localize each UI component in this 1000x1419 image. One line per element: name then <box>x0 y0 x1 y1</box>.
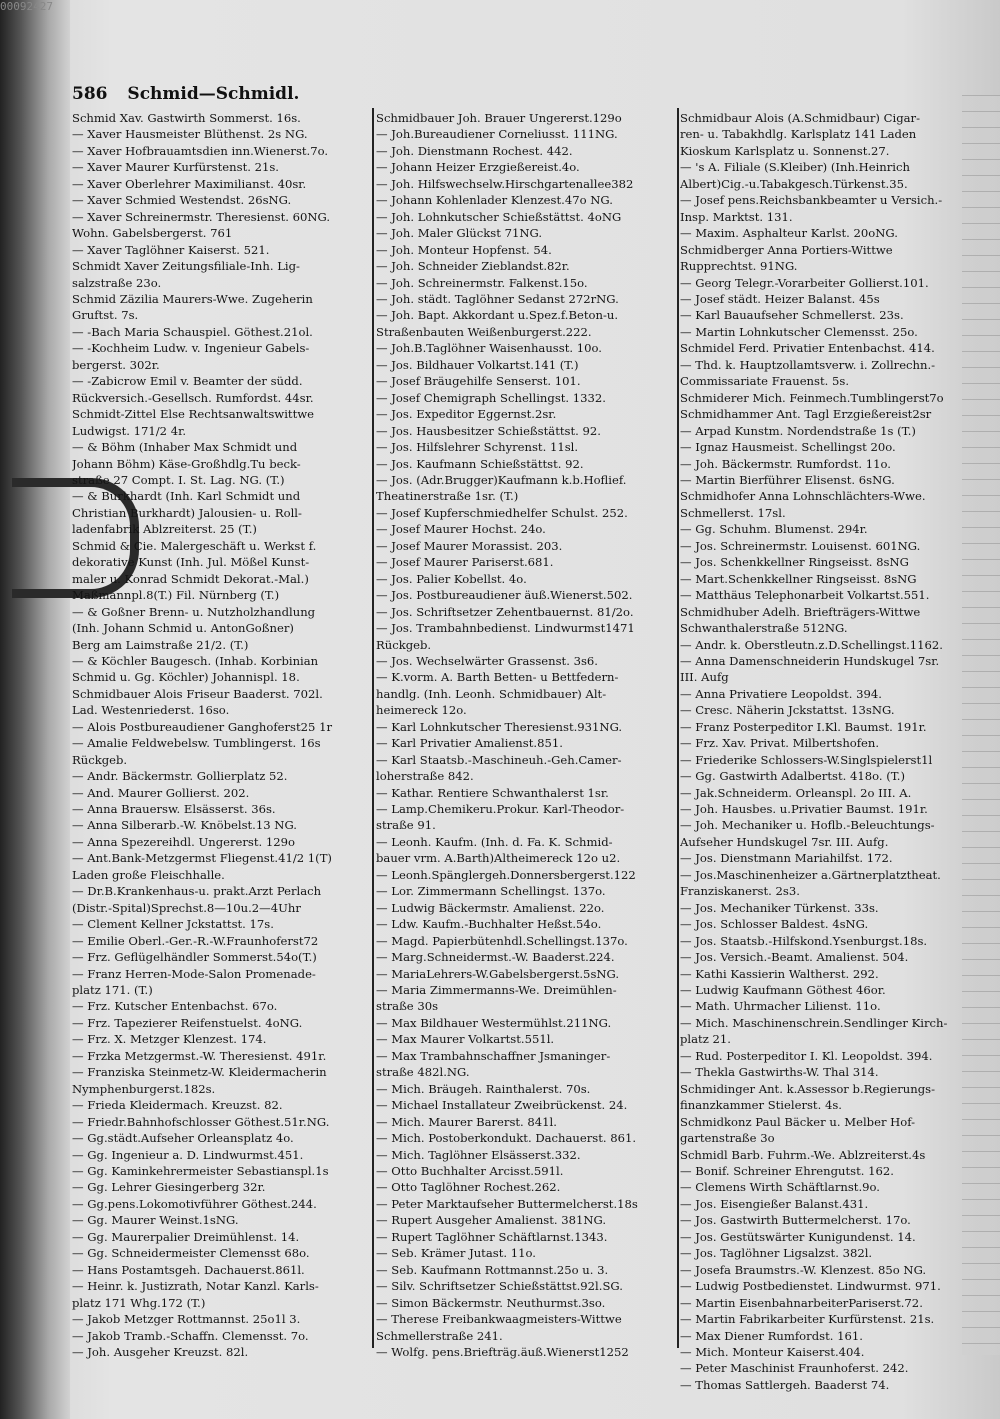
directory-entry-line: — Georg Telegr.-Vorarbeiter Gollierst.101. <box>680 275 929 290</box>
directory-entry-line: — Anna Silberarb.-W. Knöbelst.13 NG. <box>72 818 297 833</box>
directory-entry-line: Ludwigst. 171/2 4r. <box>72 423 187 438</box>
directory-entry-line: — Thomas Sattlergeh. Baaderst 74. <box>680 1377 890 1392</box>
directory-entry-line: — Josef Maurer Pariserst.681. <box>376 555 554 570</box>
directory-entry-line: — Jos. Schreinermstr. Louisenst. 601NG. <box>680 538 921 553</box>
directory-entry-line: Schmidl Barb. Fuhrm.-We. Ablzreiterst.4s <box>680 1147 926 1162</box>
directory-column-1 <box>72 110 370 1360</box>
directory-entry-line: — Josef Maurer Morassist. 203. <box>376 538 563 553</box>
directory-entry-line: — Rupert Ausgeher Amalienst. 381NG. <box>376 1213 607 1228</box>
directory-entry-line: — Joh.B.Taglöhner Waisenhausst. 10o. <box>376 341 602 356</box>
page-number: 586 <box>72 84 108 104</box>
directory-entry-line: — Franz Herren-Mode-Salon Promenade- <box>72 966 316 981</box>
directory-entry-line: — Amalie Feldwebelsw. Tumblingerst. 16s <box>72 736 321 751</box>
directory-entry-line: — Matthäus Telephonarbeit Volkartst.551. <box>680 588 930 603</box>
directory-entry-line: — & Köchler Baugesch. (Inhab. Korbinian <box>72 653 319 668</box>
directory-entry-line: — 's A. Filiale (S.Kleiber) (Inh.Heinrich <box>680 160 910 175</box>
directory-entry-line: bergerst. 302r. <box>72 357 160 372</box>
directory-entry-line: bauer vrm. A.Barth)Altheimereck 12o u2. <box>376 851 621 866</box>
running-head: Schmid—Schmidl. <box>127 84 300 104</box>
directory-entry-line: — Jos. Dienstmann Mariahilfst. 172. <box>680 851 893 866</box>
directory-entry-line: salzstraße 23o. <box>72 275 162 290</box>
directory-entry-line: — Jos.Maschinenheizer a.Gärtnerplatztheat. <box>680 867 941 882</box>
directory-entry-line: — Frz. Tapezierer Reifenstuelst. 4oNG. <box>72 1015 303 1030</box>
directory-entry-line: — Jos. Taglöhner Ligsalzst. 382l. <box>680 1246 873 1261</box>
directory-entry-line: — Seb. Kaufmann Rottmannst.25o u. 3. <box>376 1262 609 1277</box>
directory-entry-line: Albert)Cig.-u.Tabakgesch.Türkenst.35. <box>680 176 908 191</box>
directory-entry-line: — Thd. k. Hauptzollamtsverw. i. Zollrechn.- <box>680 357 936 372</box>
directory-column-3 <box>680 110 962 1393</box>
directory-entry-line: — Simon Bäckermstr. Neuthurmst.3so. <box>376 1295 606 1310</box>
directory-entry-line: — Ludwig Bäckermstr. Amalienst. 22o. <box>376 900 605 915</box>
directory-entry-line: — Xaver Schreinermstr. Theresienst. 60NG. <box>72 209 331 224</box>
directory-entry-line: — Max Trambahnschaffner Jsmaninger- <box>376 1048 611 1063</box>
directory-entry-line: — Jos. Schenkkellner Ringseisst. 8sNG <box>680 555 909 570</box>
directory-entry-line: handlg. (Inh. Leonh. Schmidbauer) Alt- <box>376 686 607 701</box>
directory-entry-line: — Ignaz Hausmeist. Schellingst 20o. <box>680 440 896 455</box>
directory-entry-line: — Rupert Taglöhner Schäftlarnst.1343. <box>376 1229 608 1244</box>
directory-entry-line: platz 171. (T.) <box>72 983 153 998</box>
directory-entry-line: — Jos. Bildhauer Volkartst.141 (T.) <box>376 357 579 372</box>
directory-entry-line: — Jos. (Adr.Brugger)Kaufmann k.b.Hoflief. <box>376 472 627 487</box>
directory-entry-line: — Frz. Xav. Privat. Milbertshofen. <box>680 736 880 751</box>
directory-entry-line: Kioskum Karlsplatz u. Sonnenst.27. <box>680 143 890 158</box>
directory-entry-line: — Jos. Kaufmann Schießstättst. 92. <box>376 456 584 471</box>
directory-entry-line: — Xaver Schmied Westendst. 26sNG. <box>72 193 292 208</box>
directory-entry-line: — Frz. X. Metzger Klenzest. 174. <box>72 1032 267 1047</box>
directory-entry-line: — Joh.Bureaudiener Corneliusst. 111NG. <box>376 127 618 142</box>
directory-entry-line: — Josef Bräugehilfe Senserst. 101. <box>376 374 581 389</box>
directory-entry-line: — Martin Bierführer Elisenst. 6sNG. <box>680 472 895 487</box>
directory-entry-line: — Heinr. k. Justizrath, Notar Kanzl. Karls- <box>72 1279 319 1294</box>
directory-entry-line: — Joh. Lohnkutscher Schießstättst. 4oNG <box>376 209 622 224</box>
directory-entry-line: Schmidbauer Joh. Brauer Ungererst.129o <box>376 111 622 125</box>
directory-entry-line: — Josef städt. Heizer Balanst. 45s <box>680 291 880 306</box>
directory-entry-line: — Joh. städt. Taglöhner Sedanst 272rNG. <box>376 291 619 306</box>
directory-entry-line: Rückgeb. <box>72 752 128 767</box>
directory-entry-line: maler u. Konrad Schmidt Dekorat.-Mal.) <box>72 571 309 586</box>
directory-entry-line: — Friederike Schlossers-W.Singlspielerst1l <box>680 752 933 767</box>
directory-entry-line: — Magd. Papierbütenhdl.Schellingst.137o. <box>376 933 628 948</box>
directory-entry-line: Schmidt-Zittel Else Rechtsanwaltswittwe <box>72 407 315 422</box>
directory-entry-line: — Joh. Schneider Zieblandst.82r. <box>376 259 570 274</box>
directory-entry-line: (Distr.-Spital)Sprechst.8—10u.2—4Uhr <box>72 900 301 915</box>
directory-entry-line: — Emilie Oberl.-Ger.-R.-W.Fraunhoferst72 <box>72 933 319 948</box>
directory-entry-line: — Josef pens.Reichsbankbeamter u Versich.- <box>680 193 943 208</box>
directory-entry-line: — Anna Brauersw. Elsässerst. 36s. <box>72 802 276 817</box>
directory-entry-line: — Andr. Bäckermstr. Gollierplatz 52. <box>72 769 288 784</box>
directory-entry-line: heimereck 12o. <box>376 703 467 718</box>
directory-entry-line: straße 27 Compt. I. St. Lag. NG. (T.) <box>72 472 285 487</box>
directory-entry-line: Straßenbauten Weißenburgerst.222. <box>376 324 592 339</box>
directory-entry-line: — Anna Privatiere Leopoldst. 394. <box>680 686 882 701</box>
directory-entry-line: — Gg.städt.Aufseher Orleansplatz 4o. <box>72 1131 294 1146</box>
directory-entry-line: — Leonh. Kaufm. (Inh. d. Fa. K. Schmid- <box>376 834 613 849</box>
directory-entry-line: — Gg. Ingenieur a. D. Lindwurmst.451. <box>72 1147 304 1162</box>
directory-entry-line: straße 482l.NG. <box>376 1065 470 1080</box>
directory-entry-line: ladenfabrik Ablzreiterst. 25 (T.) <box>72 522 257 537</box>
directory-entry-line: — Jos. Postbureaudiener äuß.Wienerst.502. <box>376 588 633 603</box>
directory-entry-line: — Xaver Taglöhner Kaiserst. 521. <box>72 242 270 257</box>
directory-entry-line: — Jos. Staatsb.-Hilfskond.Ysenburgst.18s. <box>680 933 928 948</box>
directory-entry-line: — Kathar. Rentiere Schwanthalerst 1sr. <box>376 785 609 800</box>
directory-entry-line: — Bonif. Schreiner Ehrengutst. 162. <box>680 1164 894 1178</box>
directory-entry-line: — Mich. Bräugeh. Rainthalerst. 70s. <box>376 1081 591 1096</box>
directory-entry-line: — Jos. Trambahnbedienst. Lindwurmst1471 <box>376 621 635 636</box>
directory-entry-line: — Seb. Krämer Jutast. 11o. <box>376 1246 536 1261</box>
directory-entry-line: Insp. Marktst. 131. <box>680 209 793 224</box>
directory-entry-line: — Josef Maurer Hochst. 24o. <box>376 522 546 537</box>
directory-entry-line: platz 171 Whg.172 (T.) <box>72 1295 206 1310</box>
directory-entry-line: Schmidel Ferd. Privatier Entenbachst. 414. <box>680 341 935 356</box>
directory-entry-line: — Lamp.Chemikeru.Prokur. Karl-Theodor- <box>376 802 625 817</box>
directory-entry-line: dekorative Kunst (Inh. Jul. Mößel Kunst- <box>72 555 310 570</box>
directory-entry-line: — -Bach Maria Schauspiel. Göthest.21ol. <box>72 324 313 339</box>
directory-entry-line: — Clement Kellner Jckstattst. 17s. <box>72 917 274 932</box>
directory-entry-line: — Mich. Maurer Barerst. 841l. <box>376 1114 557 1129</box>
directory-entry-line: — Karl Bauaufseher Schmellerst. 23s. <box>680 308 904 323</box>
directory-entry-line: — Xaver Hausmeister Blüthenst. 2s NG. <box>72 127 308 142</box>
directory-entry-line: — Gg. Kaminkehrermeister Sebastianspl.1s <box>72 1164 329 1178</box>
directory-column-2 <box>376 110 676 1360</box>
directory-entry-line: — Max Diener Rumfordst. 161. <box>680 1328 863 1343</box>
directory-entry-line: — Maria Zimmermanns-We. Dreimühlen- <box>376 983 617 998</box>
directory-entry-line: — Xaver Maurer Kurfürstenst. 21s. <box>72 160 279 175</box>
directory-entry-line: — Max Bildhauer Westermühlst.211NG. <box>376 1015 612 1030</box>
column-rule <box>677 108 679 1348</box>
directory-entry-line: — & Goßner Brenn- u. Nutzholzhandlung <box>72 604 316 619</box>
directory-entry-line: platz 21. <box>680 1032 731 1047</box>
directory-entry-line: — Anna Spezereihdl. Ungererst. 129o <box>72 834 296 849</box>
directory-entry-line: — Frz. Geflügelhändler Sommerst.54o(T.) <box>72 950 317 965</box>
directory-entry-line: — Joh. Bapt. Akkordant u.Spez.f.Beton-u. <box>376 308 619 323</box>
directory-entry-line: — Frz. Kutscher Entenbachst. 67o. <box>72 999 278 1014</box>
directory-entry-line: — Marg.Schneidermst.-W. Baaderst.224. <box>376 950 615 965</box>
directory-entry-line: — Clemens Wirth Schäftlarnst.9o. <box>680 1180 880 1195</box>
directory-entry-line: loherstraße 842. <box>376 769 474 784</box>
directory-entry-line: — Ant.Bank-Metzgermst Fliegenst.41/2 1(T) <box>72 851 332 866</box>
directory-entry-line: — Ludwig Postbedienstet. Lindwurmst. 971. <box>680 1279 941 1294</box>
directory-entry-line: — Mich. Taglöhner Elsässerst.332. <box>376 1147 581 1162</box>
directory-entry-line: — Gg. Gastwirth Adalbertst. 418o. (T.) <box>680 769 906 784</box>
directory-entry-line: — Joh. Hilfswechselw.Hirschgartenallee382 <box>376 176 634 191</box>
directory-entry-line: Schmid Xav. Gastwirth Sommerst. 16s. <box>72 111 301 125</box>
directory-entry-line: Wohn. Gabelsbergerst. 761 <box>72 226 233 241</box>
directory-entry-line: — Max Maurer Volkartst.551l. <box>376 1032 555 1047</box>
directory-entry-line: — Franz Posterpeditor I.Kl. Baumst. 191r. <box>680 719 927 734</box>
directory-entry-line: — And. Maurer Gollierst. 202. <box>72 785 250 800</box>
directory-entry-line: — Josef Chemigraph Schellingst. 1332. <box>376 390 606 405</box>
directory-entry-line: Schmidbaur Alois (A.Schmidbaur) Cigar- <box>680 111 920 125</box>
directory-entry-line: Rückversich.-Gesellsch. Rumfordst. 44sr. <box>72 390 314 405</box>
directory-entry-line: gartenstraße 3o <box>680 1131 775 1146</box>
directory-entry-line: — Jos. Versich.-Beamt. Amalienst. 504. <box>680 950 909 965</box>
directory-entry-line: — Josef Kupferschmiedhelfer Schulst. 252. <box>376 505 628 520</box>
directory-entry-line: — Otto Buchhalter Arcisst.591l. <box>376 1164 564 1178</box>
directory-entry-line: — Jos. Hilfslehrer Schyrenst. 11sl. <box>376 440 579 455</box>
directory-entry-line: — -Zabicrow Emil v. Beamter der südd. <box>72 374 303 389</box>
directory-entry-line: — Joh. Hausbes. u.Privatier Baumst. 191r. <box>680 802 928 817</box>
directory-entry-line: — Therese Freibankwaagmeisters-Wittwe <box>376 1312 622 1327</box>
directory-entry-line: — Johann Heizer Erzgießereist.4o. <box>376 160 580 175</box>
directory-entry-line: Nymphenburgerst.182s. <box>72 1081 216 1096</box>
directory-entry-line: Gruftst. 7s. <box>72 308 139 323</box>
column-rule <box>372 108 374 1348</box>
directory-entry-line: — & Burkhardt (Inh. Karl Schmidt und <box>72 489 301 504</box>
directory-entry-line: — Gg. Schneidermeister Clemensst 68o. <box>72 1246 310 1261</box>
directory-entry-line: — K.vorm. A. Barth Betten- u Bettfedern- <box>376 670 619 685</box>
directory-entry-line: — Jos. Wechselwärter Grassenst. 3s6. <box>376 653 598 668</box>
directory-entry-line: Berg am Laimstraße 21/2. (T.) <box>72 637 249 652</box>
directory-entry-line: — Cresc. Näherin Jckstattst. 13sNG. <box>680 703 895 718</box>
directory-entry-line: III. Aufg <box>680 670 729 685</box>
directory-entry-line: Schmidberger Anna Portiers-Wittwe <box>680 242 893 257</box>
directory-entry-line: — Mich. Monteur Kaiserst.404. <box>680 1344 865 1359</box>
directory-entry-line: — Joh. Schreinermstr. Falkenst.15o. <box>376 275 588 290</box>
directory-entry-line: — Jos. Mechaniker Türkenst. 33s. <box>680 900 879 915</box>
directory-entry-line: — Peter Maschinist Fraunhoferst. 242. <box>680 1361 909 1376</box>
directory-entry-line: Rupprechtst. 91NG. <box>680 259 798 274</box>
directory-entry-line: Aufseher Hundskugel 7sr. III. Aufg. <box>680 834 889 849</box>
directory-entry-line: ren- u. Tabakhdlg. Karlsplatz 141 Laden <box>680 127 917 142</box>
directory-entry-line: — Ldw. Kaufm.-Buchhalter Heßst.54o. <box>376 917 602 932</box>
directory-entry-line: — Jos. Gastwirth Buttermelcherst. 17o. <box>680 1213 911 1228</box>
directory-entry-line: — Martin Fabrikarbeiter Kurfürstenst. 21s. <box>680 1312 935 1327</box>
directory-entry-line: Schmellerst. 17sl. <box>680 505 786 520</box>
directory-entry-line: Rückgeb. <box>376 637 432 652</box>
directory-entry-line: — Thekla Gastwirths-W. Thal 314. <box>680 1065 879 1080</box>
directory-entry-line: Schmidbauer Alois Friseur Baaderst. 702l. <box>72 686 323 701</box>
directory-entry-line: — Alois Postbureaudiener Ganghoferst25 1r <box>72 719 332 734</box>
directory-entry-line: — Gg. Maurer Weinst.1sNG. <box>72 1213 239 1228</box>
directory-entry-line: — Arpad Kunstm. Nordendstraße 1s (T.) <box>680 423 916 438</box>
directory-entry-line: (Inh. Johann Schmid u. AntonGoßner) <box>72 621 294 636</box>
directory-entry-line: Schmidkonz Paul Bäcker u. Melber Hof- <box>680 1114 916 1129</box>
directory-entry-line: — Jos. Schriftsetzer Zehentbauernst. 81/2o. <box>376 604 634 619</box>
directory-entry-line: — Wolfg. pens.Briefträg.äuß.Wienerst1252 <box>376 1344 629 1359</box>
directory-entry-line: — Martin EisenbahnarbeiterPariserst.72. <box>680 1295 923 1310</box>
directory-entry-line: — Joh. Maler Glückst 71NG. <box>376 226 543 241</box>
directory-entry-line: — Karl Staatsb.-Maschineuh.-Geh.Camer- <box>376 752 622 767</box>
directory-entry-line: Schmid u. Gg. Köchler) Johannispl. 18. <box>72 670 300 685</box>
directory-entry-line: — Michael Installateur Zweibrückenst. 24. <box>376 1098 628 1113</box>
directory-entry-line: — Anna Damenschneiderin Hundskugel 7sr. <box>680 653 940 668</box>
directory-entry-line: — Rud. Posterpeditor I. Kl. Leopoldst. 394. <box>680 1048 933 1063</box>
directory-entry-line: — Peter Marktaufseher Buttermelcherst.18s <box>376 1196 638 1211</box>
directory-entry-line: — Hans Postamtsgeh. Dachauerst.861l. <box>72 1262 305 1277</box>
directory-entry-line: — Josefa Braumstrs.-W. Klenzest. 85o NG. <box>680 1262 927 1277</box>
directory-entry-line: — Jos. Eisengießer Balanst.431. <box>680 1196 869 1211</box>
directory-entry-line: straße 91. <box>376 818 436 833</box>
book-spine <box>0 0 70 1419</box>
directory-entry-line: — Joh. Mechaniker u. Hoflb.-Beleuchtungs- <box>680 818 935 833</box>
directory-entry-line: — Karl Lohnkutscher Theresienst.931NG. <box>376 719 623 734</box>
directory-entry-line: straße 30s <box>376 999 439 1014</box>
directory-entry-line: — Gg.pens.Lokomotivführer Göthest.244. <box>72 1196 317 1211</box>
directory-entry-line: — Friedr.Bahnhofschlosser Göthest.51r.NG. <box>72 1114 330 1129</box>
directory-entry-line: — Ludwig Kaufmann Göthest 46or. <box>680 983 886 998</box>
directory-entry-line: — Lor. Zimmermann Schellingst. 137o. <box>376 884 606 899</box>
directory-entry-line: — Kathi Kassierin Waltherst. 292. <box>680 966 879 981</box>
directory-entry-line: — -Kochheim Ludw. v. Ingenieur Gabels- <box>72 341 310 356</box>
directory-entry-line: Schmellerstraße 241. <box>376 1328 503 1343</box>
directory-entry-line: — Otto Taglöhner Rochest.262. <box>376 1180 561 1195</box>
directory-entry-line: Laden große Fleischhalle. <box>72 867 225 882</box>
directory-entry-line: — Xaver Hofbrauamtsdien inn.Wienerst.7o. <box>72 143 329 158</box>
directory-entry-line: — MariaLehrers-W.Gabelsbergerst.5sNG. <box>376 966 620 981</box>
directory-entry-line: — Martin Lohnkutscher Clemensst. 25o. <box>680 324 918 339</box>
directory-entry-line: — Silv. Schriftsetzer Schießstättst.92l.SG. <box>376 1279 623 1294</box>
directory-entry-line: — Joh. Bäckermstr. Rumfordst. 11o. <box>680 456 891 471</box>
directory-entry-line: — Jos. Palier Kobellst. 4o. <box>376 571 527 586</box>
directory-entry-line: Lad. Westenriederst. 16so. <box>72 703 230 718</box>
directory-entry-line: — Joh. Ausgeher Kreuzst. 82l. <box>72 1344 249 1359</box>
directory-entry-line: finanzkammer Stielerst. 4s. <box>680 1098 842 1113</box>
directory-entry-line: — Jak.Schneiderm. Orleanspl. 2o III. A. <box>680 785 912 800</box>
directory-entry-line: — Jakob Metzger Rottmannst. 25o1l 3. <box>72 1312 301 1327</box>
directory-entry-line: — Karl Privatier Amalienst.851. <box>376 736 563 751</box>
directory-entry-line: — Mart.Schenkkellner Ringseisst. 8sNG <box>680 571 917 586</box>
directory-entry-line: — Jos. Schlosser Baldest. 4sNG. <box>680 917 869 932</box>
directory-entry-line: — Franziska Steinmetz-W. Kleidermacherin <box>72 1065 327 1080</box>
scan-id: 00092427 <box>0 0 53 13</box>
directory-entry-line: — Math. Uhrmacher Lilienst. 11o. <box>680 999 881 1014</box>
directory-entry-line: — Maxim. Asphalteur Karlst. 20oNG. <box>680 226 898 241</box>
directory-entry-line: — Jos. Hausbesitzer Schießstättst. 92. <box>376 423 601 438</box>
adjacent-page-edge <box>962 95 1000 1355</box>
directory-entry-line: Schwanthalerstraße 512NG. <box>680 621 848 636</box>
directory-entry-line: Schmid & Cie. Malergeschäft u. Werkst f. <box>72 538 317 553</box>
directory-entry-line: Schmiderer Mich. Feinmech.Tumblingerst7o <box>680 390 944 405</box>
directory-entry-line: — & Böhm (Inhaber Max Schmidt und <box>72 440 298 455</box>
directory-entry-line: Schmidhammer Ant. Tagl Erzgießereist2sr <box>680 407 932 422</box>
directory-entry-line: Johann Böhm) Käse-Großhdlg.Tu beck- <box>72 456 301 471</box>
directory-entry-line: — Jos. Expeditor Eggernst.2sr. <box>376 407 557 422</box>
directory-entry-line: — Gg. Maurerpalier Dreimühlenst. 14. <box>72 1229 300 1244</box>
directory-entry-line: — Frzka Metzgermst.-W. Theresienst. 491r. <box>72 1048 327 1063</box>
directory-entry-line: — Xaver Oberlehrer Maximilianst. 40sr. <box>72 176 307 191</box>
directory-entry-line: — Joh. Dienstmann Rochest. 442. <box>376 143 573 158</box>
directory-entry-line: Schmidhuber Adelh. Briefträgers-Wittwe <box>680 604 921 619</box>
directory-entry-line: Schmid Zäzilia Maurers-Wwe. Zugeherin <box>72 291 313 306</box>
directory-entry-line: Commissariate Frauenst. 5s. <box>680 374 850 389</box>
directory-entry-line: — Gg. Schuhm. Blumenst. 294r. <box>680 522 868 537</box>
directory-entry-line: — Frieda Kleidermach. Kreuzst. 82. <box>72 1098 283 1113</box>
directory-entry-line: — Jakob Tramb.-Schaffn. Clemensst. 7o. <box>72 1328 309 1343</box>
directory-entry-line: — Dr.B.Krankenhaus-u. prakt.Arzt Perlach <box>72 884 322 899</box>
directory-entry-line: — Leonh.Spänglergeh.Donnersbergerst.122 <box>376 867 636 882</box>
directory-entry-line: — Andr. k. Oberstleutn.z.D.Schellingst.1162. <box>680 637 943 652</box>
directory-entry-line: — Mich. Maschinenschrein.Sendlinger Kirch- <box>680 1015 948 1030</box>
directory-entry-line: Schmidinger Ant. k.Assessor b.Regierungs- <box>680 1081 935 1096</box>
directory-entry-line: Theatinerstraße 1sr. (T.) <box>376 489 519 504</box>
directory-entry-line: — Jos. Gestütswärter Kunigundenst. 14. <box>680 1229 916 1244</box>
directory-entry-line: Maßmannpl.8(T.) Fil. Nürnberg (T.) <box>72 588 280 603</box>
directory-entry-line: — Gg. Lehrer Giesingerberg 32r. <box>72 1180 266 1195</box>
directory-entry-line: Schmidt Xaver Zeitungsfiliale-Inh. Lig- <box>72 259 300 274</box>
page-header <box>72 84 313 104</box>
directory-entry-line: — Johann Kohlenlader Klenzest.47o NG. <box>376 193 613 208</box>
directory-entry-line: Franziskanerst. 2s3. <box>680 884 800 899</box>
directory-entry-line: Christian Burkhardt) Jalousien- u. Roll- <box>72 505 302 520</box>
directory-entry-line: — Joh. Monteur Hopfenst. 54. <box>376 242 552 257</box>
directory-entry-line: Schmidhofer Anna Lohnschlächters-Wwe. <box>680 489 926 504</box>
directory-entry-line: — Mich. Postoberkondukt. Dachauerst. 861. <box>376 1131 637 1146</box>
